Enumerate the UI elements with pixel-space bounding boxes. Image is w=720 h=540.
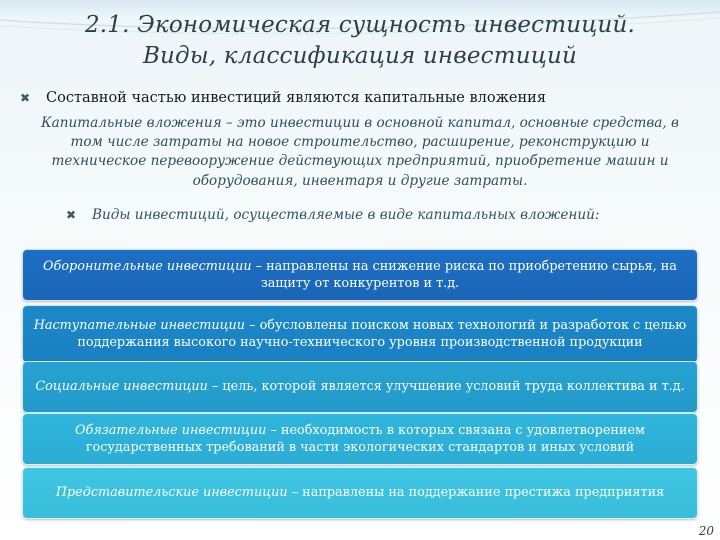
bullet-text: Составной частью инвестиций являются капитальные вложения [46, 90, 546, 106]
type-box-mandatory [22, 413, 698, 465]
type-desc: – цель, которой является улучшение условий труда коллектива и т.д. [207, 379, 685, 395]
type-box-text [31, 258, 689, 293]
page-number: 20 [698, 524, 714, 538]
type-box-social [22, 361, 698, 413]
type-box-text [31, 422, 689, 457]
type-term: Представительские инвестиции [55, 485, 288, 501]
type-term: Наступательные инвестиции [33, 317, 246, 333]
definition-paragraph: Капитальные вложения – это инвестиции в основной капитал, основные средства, в том числе затраты на новое строительство, расширение, реконструкцию и техническое перевооружение действующих предприятий, приобретение машин и оборудования, инвентаря и другие затраты. [41, 115, 679, 189]
type-desc: – направлены на снижение риска по приобретению сырья, на защиту от конкурентов и т.д. [251, 258, 677, 291]
type-term: Социальные инвестиции [35, 379, 208, 395]
type-box-defensive [22, 249, 698, 301]
type-term: Оборонительные инвестиции [43, 258, 252, 274]
bullet-text: Виды инвестиций, осуществляемые в виде капитальных вложений: [92, 207, 600, 223]
type-desc: – направлены на поддержание престижа предприятия [287, 485, 665, 501]
type-desc: – обусловлены поиском новых технологий и разработок с целью поддержания высокого научно-технического уровня производственной продукции [77, 317, 687, 350]
bullet-x-icon: ✖ [66, 208, 77, 222]
type-box-text [56, 484, 664, 501]
type-box-text [35, 378, 684, 395]
bullet-investment-types [66, 205, 706, 225]
type-box-text [31, 317, 689, 352]
type-box-offensive [22, 305, 698, 363]
slide-title [40, 10, 680, 72]
type-term: Обязательные инвестиции [75, 422, 267, 438]
type-box-representative [22, 467, 698, 519]
type-desc: – необходимость в которых связана с удовлетворением государственных требований в части экологических стандартов и иных условий [85, 422, 645, 455]
bullet-x-icon: ✖ [20, 91, 31, 105]
slide-title-line1: 2.1. Экономическая сущность инвестиций. [84, 12, 636, 38]
slide-title-line2: Виды, классификация инвестиций [142, 43, 578, 69]
bullet-capital-investments [20, 88, 710, 108]
